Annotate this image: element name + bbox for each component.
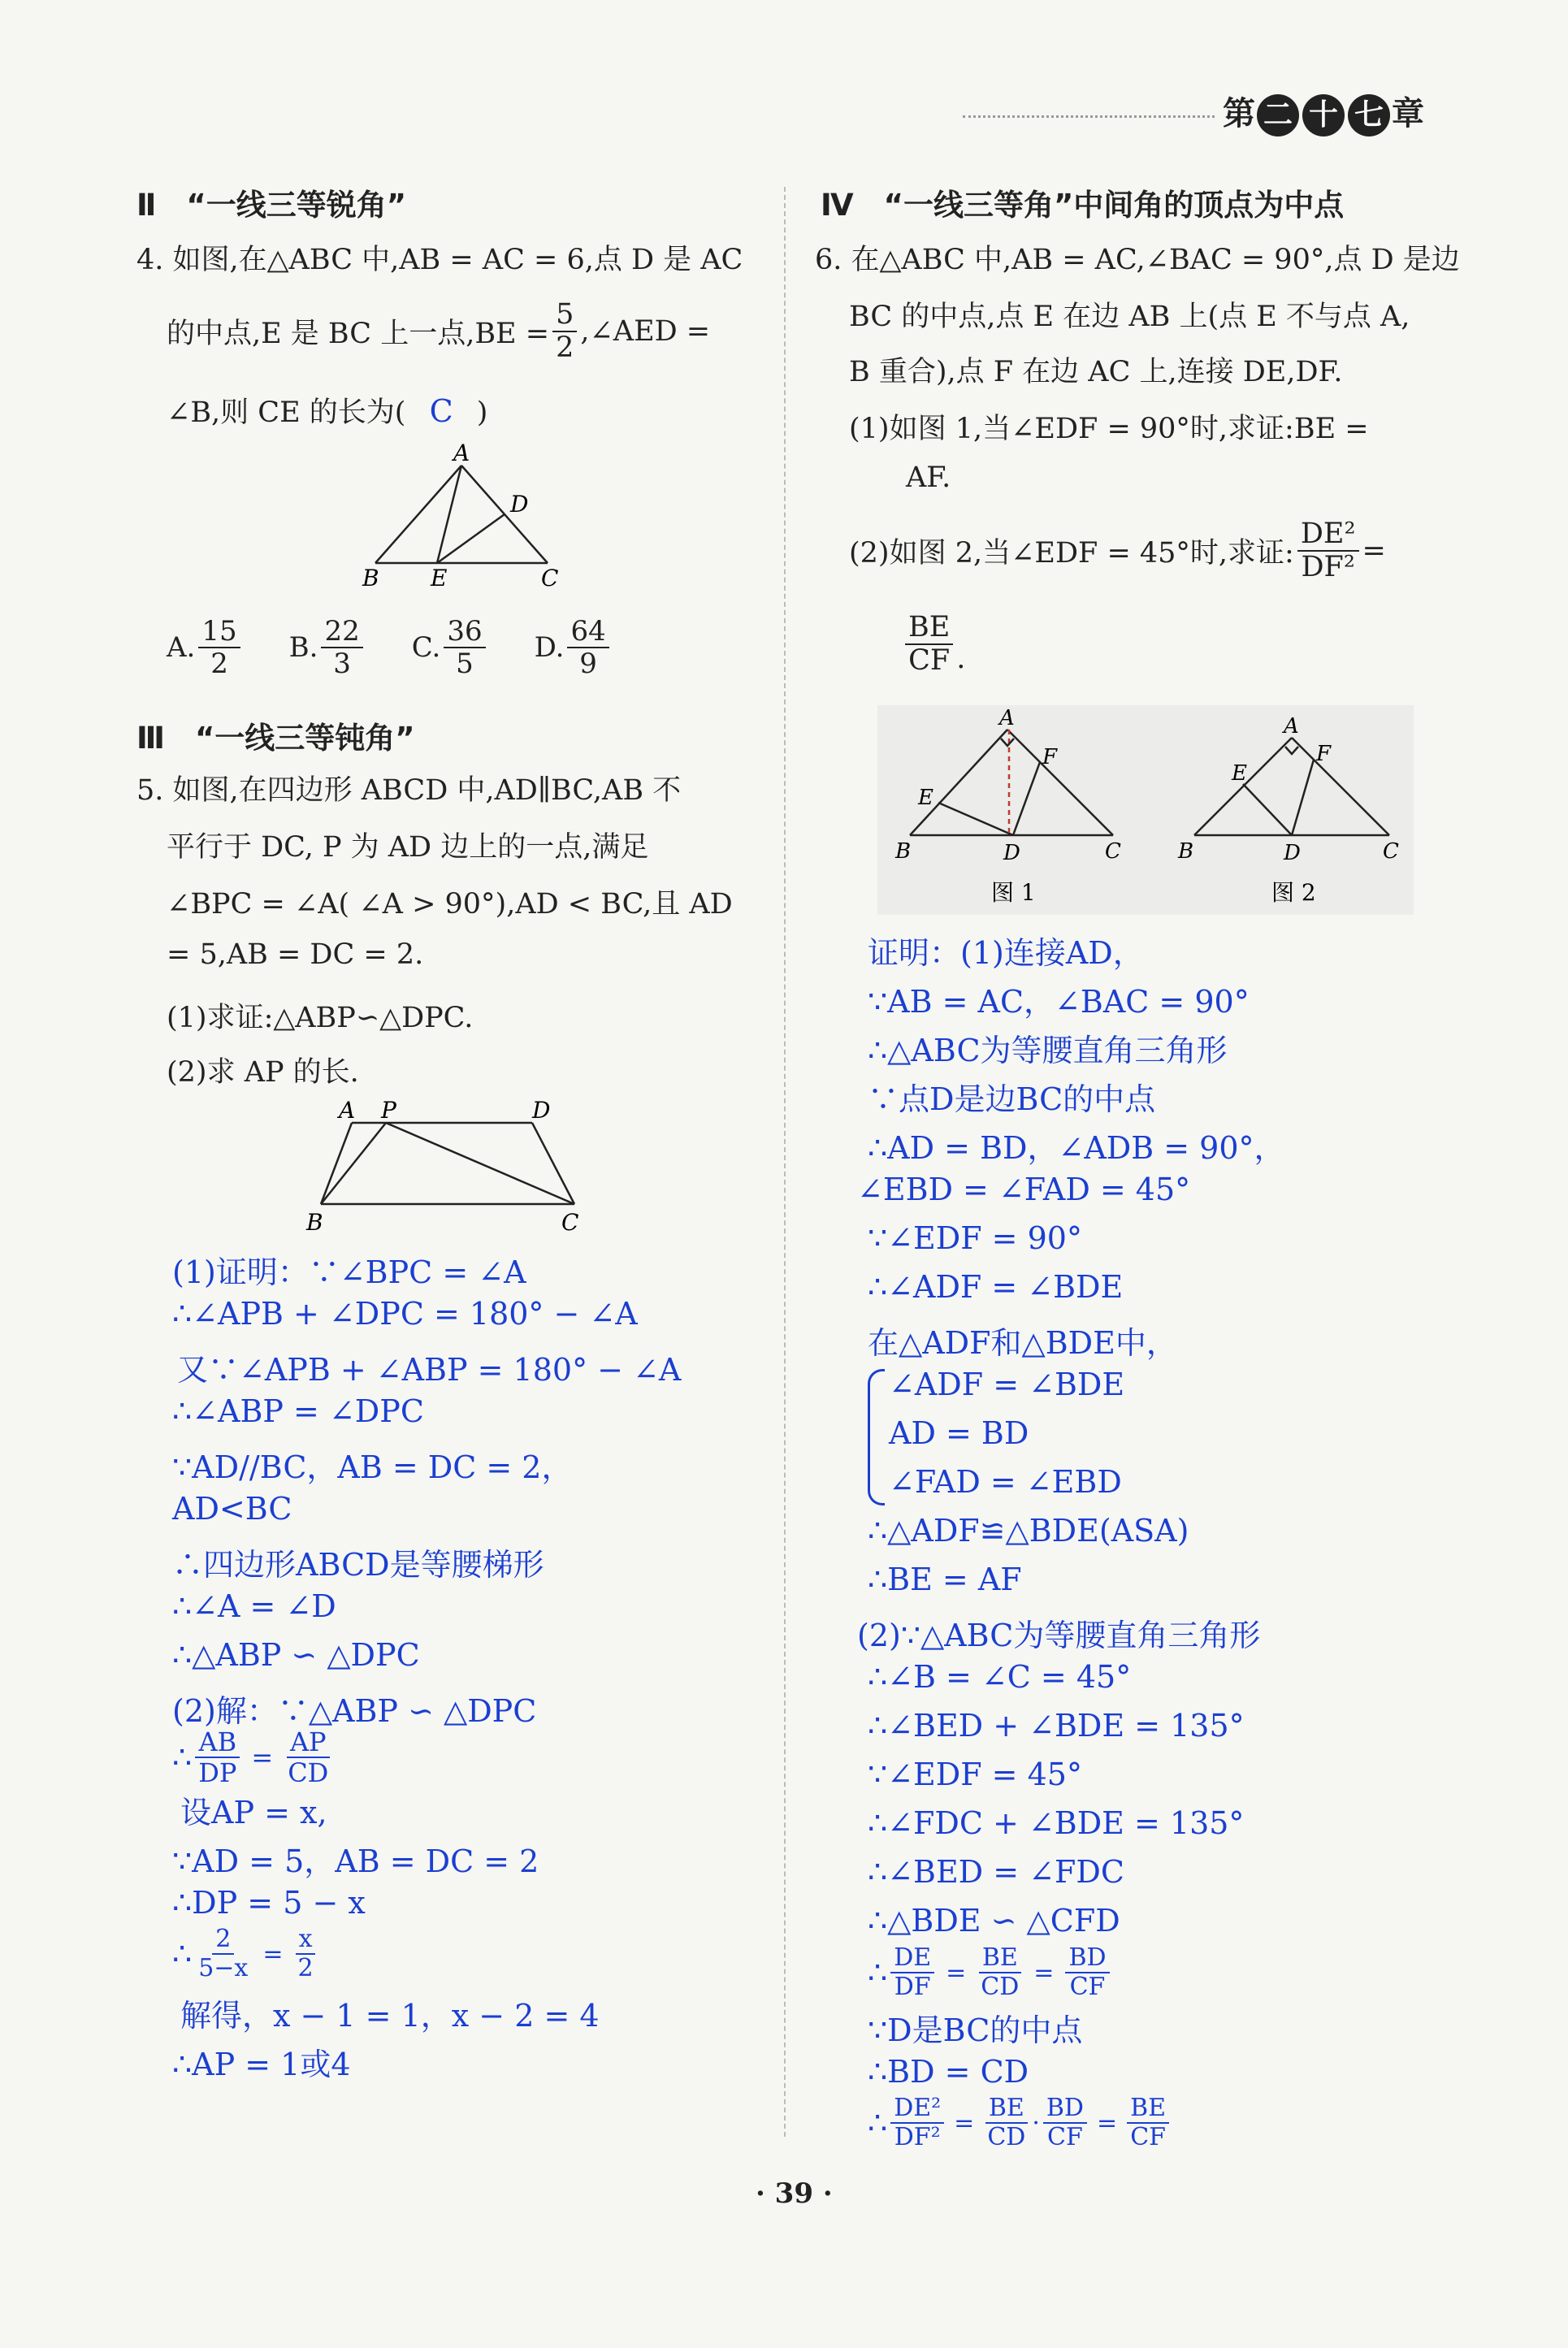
q5-line5: (1)求证:△ABP∽△DPC. bbox=[167, 1002, 474, 1034]
q4-line2: 的中点,E 是 BC 上一点,BE = $\frac{5}{2}$ ,∠AED = bbox=[167, 298, 711, 364]
fig2-label-a: A bbox=[1284, 714, 1299, 739]
q6-sol-11: ∴BE = AF bbox=[868, 1562, 1022, 1597]
q6-sol-14: ∴∠BED + ∠BDE = 135° bbox=[868, 1708, 1245, 1744]
section-heading-4: Ⅳ “一线三等角”中间角的顶点为中点 bbox=[821, 188, 1345, 223]
q6-sol-frac1: ∴ $\frac{DE}{DF}$ = $\frac{BE}{CD}$ = $\frac{BD}{CF}$ bbox=[868, 1946, 1113, 1999]
q6-sol-brace-1: ∠ADF = ∠BDE bbox=[889, 1367, 1125, 1402]
q5-sol-12: ∵AD = 5，AB = DC = 2 bbox=[172, 1843, 539, 1879]
q5-label-p: P bbox=[381, 1098, 396, 1124]
q6-sol-brace-2: AD = BD bbox=[889, 1415, 1029, 1451]
q6-line1: 6. 在△ABC 中,AB = AC,∠BAC = 90°,点 D 是边 bbox=[815, 244, 1460, 276]
q6-sol-1: 证明：(1)连接AD， bbox=[868, 935, 1144, 971]
q4-line3: ∠B,则 CE 的长为( C ) bbox=[167, 393, 488, 429]
q6-sol-3: ∴△ABC为等腰直角三角形 bbox=[868, 1033, 1228, 1068]
q5-line4: = 5,AB = DC = 2. bbox=[167, 938, 424, 971]
q4-option-b: B. $\frac{22}{3}$ bbox=[289, 617, 366, 678]
q5-label-d: D bbox=[532, 1098, 551, 1124]
q5-sol-1: (1)证明：∵∠BPC = ∠A bbox=[172, 1254, 526, 1290]
q6-sol-2: ∵AB = AC，∠BAC = 90° bbox=[868, 984, 1250, 1020]
fig1-label-b: B bbox=[895, 839, 912, 864]
fig1-caption: 图 1 bbox=[991, 879, 1036, 906]
q5-sol-13: ∴DP = 5 − x bbox=[172, 1885, 366, 1921]
q6-line6: (2)如图 2,当∠EDF = 45°时,求证: $\frac{\text{DE²}}{\text{DF²}}$ = bbox=[849, 518, 1386, 583]
fig1-label-c: C bbox=[1105, 839, 1121, 864]
q4-line1: 4. 如图,在△ABC 中,AB = AC = 6,点 D 是 AC bbox=[136, 244, 743, 276]
q6-sol-frac2: ∴ $\frac{\text{DE²}}{\text{DF²}}$ = $\frac{BE}{CD}$ · $\frac{BD}{CF}$ = $\frac{BE}{CF}$ bbox=[868, 2096, 1172, 2150]
q6-sol-13: ∴∠B = ∠C = 45° bbox=[868, 1659, 1132, 1695]
q6-sol-5: ∴AD = BD，∠ADB = 90°， bbox=[868, 1130, 1285, 1166]
q4-option-d: D. $\frac{64}{9}$ bbox=[535, 617, 613, 678]
q5-sol-11: 设AP = x, bbox=[180, 1795, 327, 1830]
column-divider bbox=[784, 187, 786, 2137]
q5-line2: 平行于 DC, P 为 AD 边上的一点,满足 bbox=[167, 831, 649, 864]
q4-label-d: D bbox=[510, 491, 529, 518]
q6-sol-12: (2)∵△ABC为等腰直角三角形 bbox=[857, 1618, 1261, 1653]
fig2-label-c: C bbox=[1383, 839, 1399, 864]
q6-line3: B 重合),点 F 在边 AC 上,连接 DE,DF. bbox=[849, 356, 1343, 388]
q5-sol-10: (2)解：∵△ABP ∽ △DPC bbox=[172, 1693, 537, 1729]
q6-sol-20: ∴BD = CD bbox=[868, 2054, 1029, 2090]
fig1-label-f: F bbox=[1042, 745, 1058, 769]
q6-sol-7: ∵∠EDF = 90° bbox=[868, 1220, 1082, 1256]
q5-line1: 5. 如图,在四边形 ABCD 中,AD∥BC,AB 不 bbox=[136, 774, 682, 807]
q4-label-e: E bbox=[431, 565, 448, 591]
header-dotted-rule bbox=[963, 115, 1215, 118]
q4-figure bbox=[357, 443, 577, 597]
fig1-label-d: D bbox=[1003, 841, 1020, 865]
q5-sol-frac1: ∴ $\frac{AB}{DP}$ = $\frac{AP}{CD}$ bbox=[172, 1726, 329, 1788]
q5-sol-6: AD<BC bbox=[172, 1491, 292, 1527]
q4-label-b: B bbox=[362, 565, 379, 591]
q5-label-b: B bbox=[306, 1209, 323, 1236]
q5-line6: (2)求 AP 的长. bbox=[167, 1056, 359, 1089]
q4-answer: C bbox=[429, 393, 453, 429]
q6-line4: (1)如图 1,当∠EDF = 90°时,求证:BE = bbox=[849, 413, 1369, 445]
q6-line5: AF. bbox=[906, 461, 951, 494]
q6-sol-brace-3: ∠FAD = ∠EBD bbox=[889, 1464, 1122, 1500]
system-brace bbox=[868, 1369, 885, 1505]
fig1-label-e: E bbox=[918, 786, 933, 810]
q4-label-a: A bbox=[453, 443, 470, 466]
fig2-label-b: B bbox=[1178, 839, 1194, 864]
q5-sol-2: ∴∠APB + ∠DPC = 180° − ∠A bbox=[172, 1296, 638, 1332]
chapter-heading: 第 二 十 七 章 bbox=[1223, 88, 1424, 136]
q6-sol-18: ∴△BDE ∽ △CFD bbox=[868, 1903, 1120, 1939]
section-heading-2: Ⅱ “一线三等锐角” bbox=[136, 188, 407, 223]
q6-figures bbox=[877, 705, 1414, 915]
q6-sol-10: ∴△ADF≌△BDE(ASA) bbox=[868, 1513, 1189, 1549]
q5-sol-frac2: ∴ $\frac{2}{5-x}$ = $\frac{x}{2}$ bbox=[172, 1927, 320, 1981]
q5-sol-4: ∴∠ABP = ∠DPC bbox=[172, 1393, 424, 1429]
q5-label-a: A bbox=[339, 1098, 356, 1124]
q4-options bbox=[167, 617, 613, 678]
q6-sol-6: ∠EBD = ∠FAD = 45° bbox=[857, 1172, 1191, 1207]
q5-sol-3: 又∵∠APB + ∠ABP = 180° − ∠A bbox=[177, 1352, 682, 1388]
page-number: · 39 · bbox=[756, 2177, 833, 2210]
q6-line2: BC 的中点,点 E 在边 AB 上(点 E 不与点 A, bbox=[849, 301, 1410, 333]
fig2-label-d: D bbox=[1284, 841, 1301, 865]
q6-sol-9: 在△ADF和△BDE中， bbox=[868, 1325, 1177, 1361]
q6-sol-17: ∴∠BED = ∠FDC bbox=[868, 1854, 1124, 1890]
fig1-label-a: A bbox=[999, 706, 1015, 730]
fig2-label-e: E bbox=[1232, 761, 1247, 786]
q6-sol-8: ∴∠ADF = ∠BDE bbox=[868, 1269, 1124, 1305]
q6-sol-19: ∵D是BC的中点 bbox=[868, 2012, 1083, 2048]
q5-line3: ∠BPC = ∠A( ∠A > 90°),AD < BC,且 AD bbox=[167, 888, 733, 921]
q5-sol-8: ∴∠A = ∠D bbox=[172, 1588, 336, 1624]
q5-sol-15: ∴AP = 1或4 bbox=[172, 2047, 351, 2082]
q6-sol-16: ∴∠FDC + ∠BDE = 135° bbox=[868, 1805, 1245, 1841]
q4-option-a: A. $\frac{15}{2}$ bbox=[167, 617, 244, 678]
q4-label-c: C bbox=[541, 565, 559, 591]
q5-figure bbox=[297, 1098, 605, 1237]
q6-line7: $\frac{BE}{CF}$ . bbox=[902, 613, 965, 675]
q5-sol-7: ∴四边形ABCD是等腰梯形 bbox=[172, 1547, 544, 1583]
q5-sol-9: ∴△ABP ∽ △DPC bbox=[172, 1637, 420, 1673]
fig2-label-f: F bbox=[1316, 742, 1332, 766]
q6-figure-box bbox=[877, 705, 1414, 915]
fig2-caption: 图 2 bbox=[1271, 879, 1316, 906]
q4-option-c: C. $\frac{36}{5}$ bbox=[412, 617, 489, 678]
q5-sol-14: 解得，x − 1 = 1，x − 2 = 4 bbox=[180, 1998, 600, 2034]
section-heading-3: Ⅲ “一线三等钝角” bbox=[136, 721, 415, 756]
q6-sol-15: ∵∠EDF = 45° bbox=[868, 1757, 1082, 1792]
q6-sol-4: ∵点D是边BC的中点 bbox=[868, 1081, 1156, 1117]
q5-sol-5: ∵AD//BC，AB = DC = 2， bbox=[172, 1449, 573, 1485]
q5-label-c: C bbox=[561, 1209, 579, 1236]
